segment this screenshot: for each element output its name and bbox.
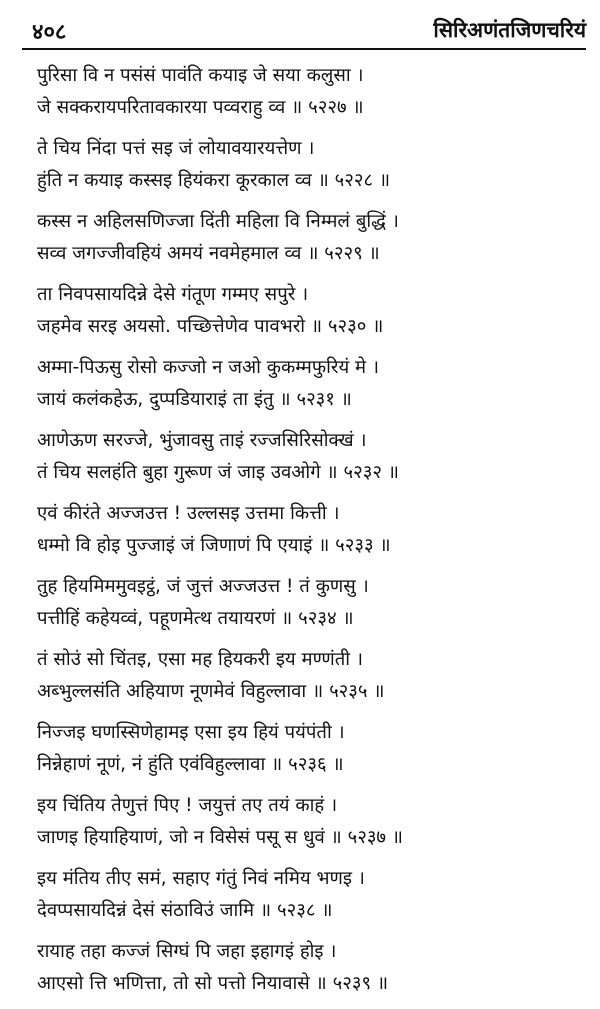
stanza [37, 498, 590, 561]
verse-line: पत्तीहिं कहेयव्वं, पहूणमेत्थ तयायरणं ॥ ५२३४ ॥ [37, 607, 354, 629]
stanza [37, 644, 590, 707]
verse-line: अम्मा-पिऊसु रोसो कज्जो न जओ कुकम्मफुरियं मे । [37, 357, 380, 378]
verse-line: निन्नेहाणं नूणं, नं हुंति एवंविहुल्लावा ॥ ५२३६ ॥ [37, 753, 344, 775]
stanza [37, 206, 590, 269]
verse-line: इय मंतिय तीए समं, सहाए गंतुं निवं नमिय भणइ । [37, 868, 365, 889]
running-title: सिरिअणंतजिणचरियं [433, 18, 586, 42]
verse-line: तं चिय सलहंति बुहा गुरूण जं जाइ उवओगे ॥ ५२३२ ॥ [37, 461, 399, 483]
stanza [37, 60, 590, 123]
verse-line: धम्मो वि होइ पुज्जाइं जं जिणाणं पि एयाइं ॥ ५२३३ ॥ [37, 534, 391, 556]
verse-line: तुह हियमिममुवइट्ठं, जं जुत्तं अज्जउत्त ! तं कुणसु । [37, 576, 369, 597]
verse-line: जे सक्करायपरितावकारया पव्वराहु व्व ॥ ५२२७ ॥ [37, 96, 364, 118]
stanza [37, 133, 590, 196]
verse-line: पुरिसा वि न पसंसं पावंति कयाइ जे सया कलुसा । [37, 65, 364, 86]
stanza [37, 936, 590, 999]
verse-line: ते चिय निंदा पत्तं सइ जं लोयावयारयत्तेण । [37, 138, 315, 159]
verse-line: एवं कीरंते अज्जउत्त ! उल्लसइ उत्तमा कित्ती । [37, 503, 340, 524]
verse-line: ता निवपसायदिन्ने देसे गंतूण गम्मए सपुरे । [37, 284, 309, 305]
verse-line: इय चिंतिय तेणुत्तं पिए ! जयुत्तं तए तयं काहं । [37, 795, 338, 816]
verse-line: देवप्पसायदिन्नं देसं संठाविउं जामि ॥ ५२३८ ॥ [37, 899, 333, 921]
stanza [37, 425, 590, 488]
stanza [37, 717, 590, 780]
verse-line: निज्जइ घणस्सिणेहामइ एसा इय हियं पयंपंती । [37, 722, 345, 743]
verse-line: आणेऊण सरज्जे, भुंजावसु ताइं रज्जसिरिसोक्खं । [37, 430, 367, 451]
verse-line: अब्भुल्लसंति अहियाण नूणमेवं विहुल्लावा ॥ ५२३५ ॥ [37, 680, 385, 702]
verse-line: सव्व जगज्जीवहियं अमयं नवमेहमाल व्व ॥ ५२२९ ॥ [37, 242, 380, 264]
verse-line: जायं कलंकहेऊ, दुप्पडियाराइं ता इंतु ॥ ५२३१ ॥ [37, 388, 352, 410]
stanza [37, 571, 590, 634]
verse-line: कस्स न अहिलसणिज्जा दिंती महिला वि निम्मलं बुद्धिं । [37, 211, 399, 232]
stanza [37, 352, 590, 415]
verse-block [37, 60, 590, 1009]
stanza [37, 279, 590, 342]
stanza [37, 790, 590, 853]
verse-line: रायाह तहा कज्जं सिग्घं पि जहा इहागइं होइ । [37, 941, 337, 962]
header-rule [22, 48, 586, 50]
verse-line: आएसो त्ति भणित्ता, तो सो पत्तो नियावासे ॥ ५२३९ ॥ [37, 972, 389, 994]
page-number: ४०८ [32, 20, 67, 45]
verse-line: तं सोउं सो चिंतइ, एसा मह हियकरी इय मण्णंती । [37, 649, 363, 670]
verse-line: जाणइ हियाहियाणं, जो न विसेसं पसू स धुवं ॥ ५२३७ ॥ [37, 826, 404, 848]
verse-line: जहमेव सरइ अयसो. पच्छित्तेणेव पावभरो ॥ ५२३० ॥ [37, 315, 384, 337]
page-header [22, 14, 586, 48]
verse-line: हुंति न कयाइ कस्सइ हियंकरा कूरकाल व्व ॥ ५२२८ ॥ [37, 169, 391, 191]
stanza [37, 863, 590, 926]
